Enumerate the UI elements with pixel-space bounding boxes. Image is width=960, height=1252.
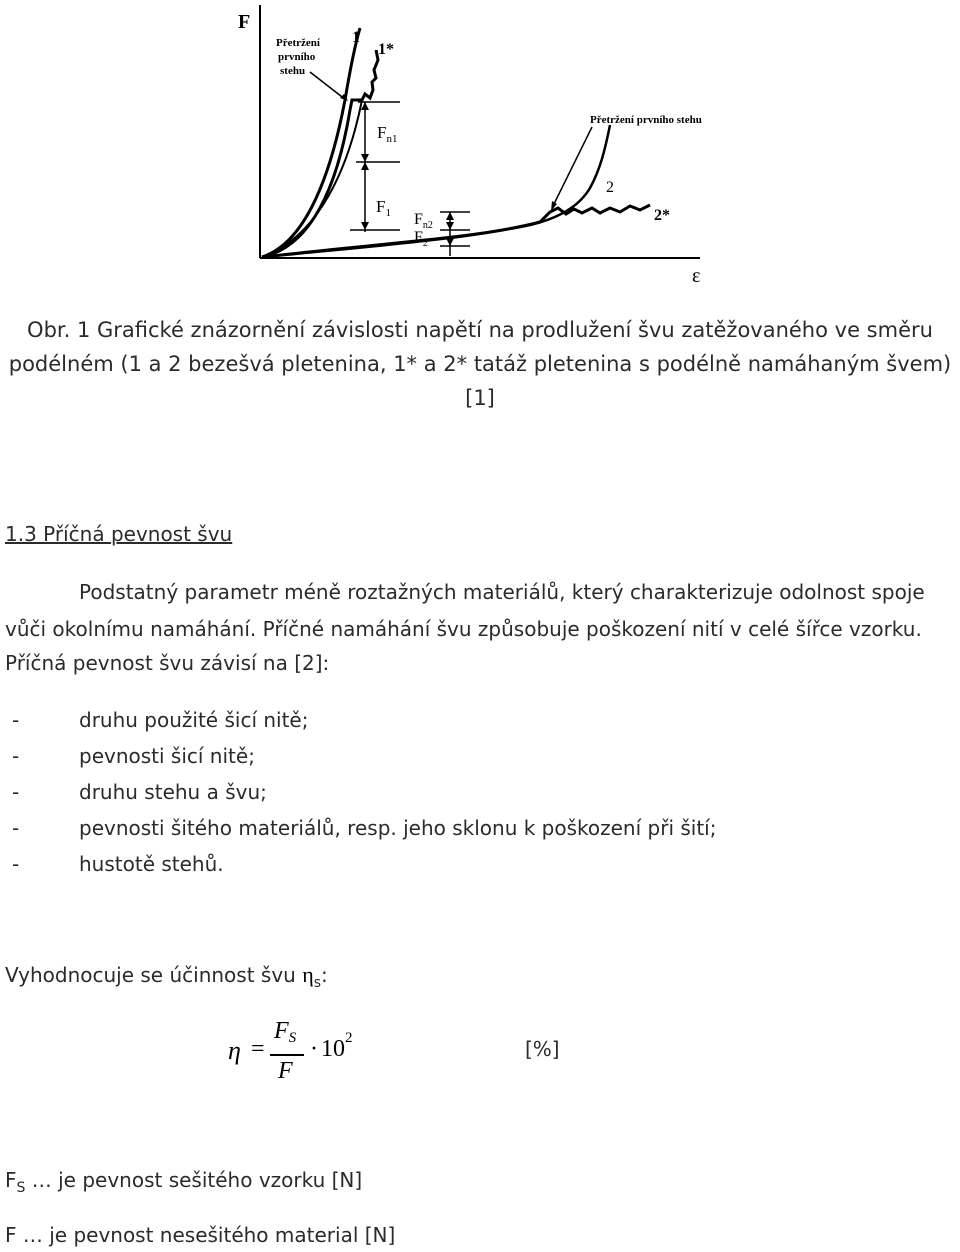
formula-numerator: FS	[274, 1018, 297, 1046]
figure-caption	[0, 313, 960, 415]
annotation-first-stitch-1	[276, 37, 321, 77]
formula-dot: ·	[310, 1036, 318, 1062]
paragraph-line-1: Podstatný parametr méně roztažných materiálů, který charakterizuje odolnost spoje	[79, 580, 925, 604]
fraction-bar	[270, 1054, 304, 1056]
curve-2-star	[262, 205, 650, 257]
formula-lhs: η	[228, 1036, 241, 1065]
formula-base: 10	[321, 1036, 345, 1062]
curve-1-star	[262, 50, 378, 257]
section-heading: 1.3 Příčná pevnost švu	[5, 522, 233, 546]
evaluation-line: Vyhodnocuje se účinnost švu $\eta_s$:	[5, 962, 328, 991]
formula-exponent: 2	[345, 1030, 353, 1046]
label-curve-1-star: 1*	[378, 41, 394, 58]
stress-strain-figure	[0, 0, 960, 300]
label-f2: $F_2$	[414, 229, 428, 249]
formula-unit: [%]	[525, 1037, 560, 1061]
definition-f: F … je pevnost nesešitého material [N]	[5, 1223, 396, 1247]
svg-text:Přetržení: Přetržení	[276, 37, 320, 49]
curve-2	[262, 125, 610, 257]
label-fn1: $F_{n1}$	[377, 123, 398, 145]
label-curve-1: 1	[352, 29, 360, 46]
label-fn2: $F_{n2}$	[414, 211, 433, 231]
definition-fs: $F_S$ … je pevnost sešitého vzorku [N]	[5, 1168, 363, 1196]
label-curve-2: 2	[606, 179, 614, 196]
svg-text:prvního: prvního	[278, 51, 316, 63]
formula-denominator: F	[278, 1058, 293, 1084]
axes	[260, 5, 700, 258]
label-f1: $F_1$	[376, 197, 391, 219]
caption-line-1: Obr. 1 Grafické znázornění závislosti napětí na prodlužení švu zatěžovaného ve směru	[27, 318, 933, 342]
paragraph-line-3: Příčná pevnost švu závisí na [2]:	[5, 651, 330, 675]
dimension-markers	[350, 102, 470, 256]
annotation-leader-1	[310, 72, 346, 100]
efficiency-formula	[228, 1018, 388, 1088]
x-axis-label: ε	[692, 265, 701, 287]
svg-text:stehu: stehu	[280, 65, 306, 77]
caption-line-2: podélném (1 a 2 bezešvá pletenina, 1* a 2* tatáž pletenina s podélně namáhaným švem) [1]	[8, 352, 952, 410]
formula-equals: =	[251, 1036, 265, 1062]
paragraph-line-2: vůči okolnímu namáhání. Příčné namáhání švu způsobuje poškození nití v celé šířce vzorku.	[5, 617, 922, 641]
label-curve-2-star: 2*	[654, 207, 670, 224]
y-axis-label: F	[238, 11, 251, 33]
annotation-first-stitch-2: Přetržení prvního stehu	[590, 114, 702, 126]
